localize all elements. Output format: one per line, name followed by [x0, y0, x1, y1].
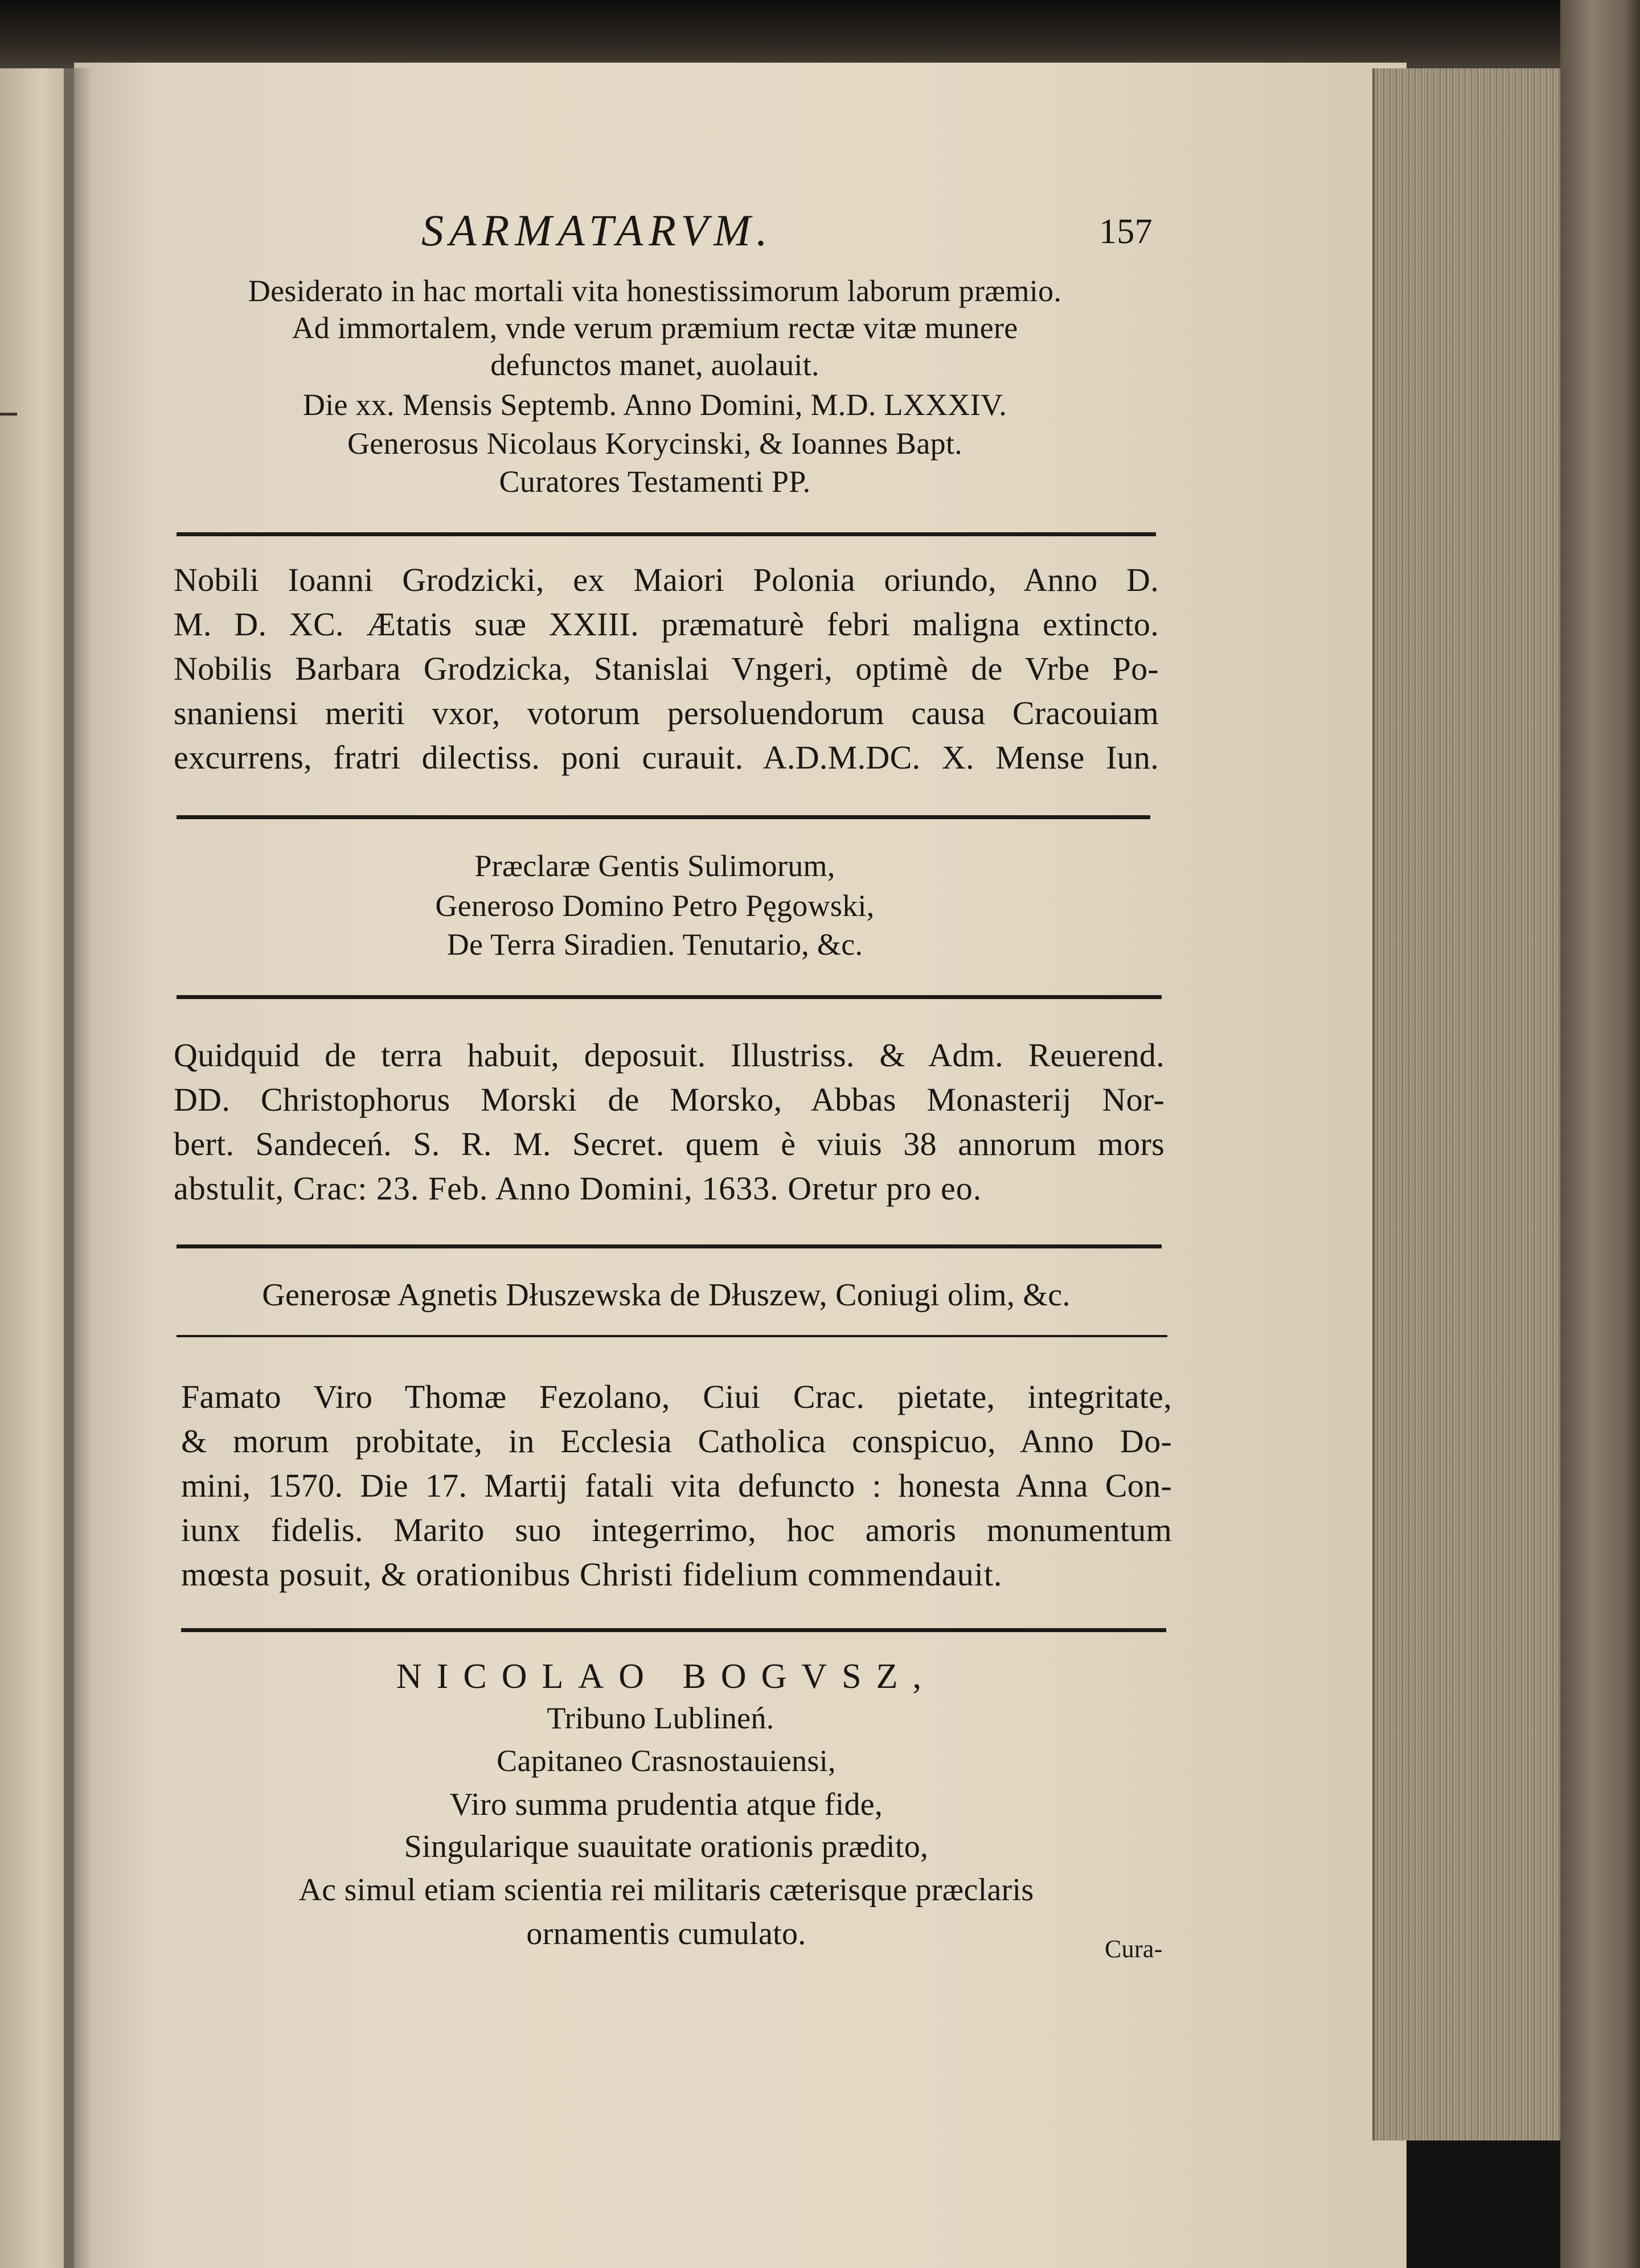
- divider-rule: [177, 815, 1150, 819]
- epitaph-line: Viro summa prudentia atque fide,: [449, 1787, 883, 1822]
- epitaph-line: snaniensi meriti vxor, votorum persoluendorum causa Cracouiam: [174, 695, 1159, 732]
- divider-rule: [177, 532, 1156, 536]
- epitaph-line: Præclaræ Gentis Sulimorum,: [474, 849, 835, 883]
- divider-rule: [177, 1244, 1162, 1248]
- divider-rule: [181, 1628, 1166, 1632]
- epitaph-line: Quidquid de terra habuit, deposuit. Illustriss. & Adm. Reuerend.: [174, 1037, 1165, 1074]
- epitaph-line: Ad immortalem, vnde verum præmium rectæ vitæ munere: [292, 311, 1018, 345]
- epitaph-line: defunctos manet, auolauit.: [490, 348, 819, 382]
- divider-rule: [177, 995, 1162, 999]
- epitaph-line: Nobilis Barbara Grodzicka, Stanislai Vngeri, optimè de Vrbe Po-: [174, 650, 1159, 687]
- epitaph-heading: NICOLAO BOGVSZ,: [396, 1657, 936, 1696]
- book-cover-edge: [1560, 0, 1640, 2268]
- epitaph-line: Ac simul etiam scientia rei militaris cæterisque præclaris: [298, 1872, 1034, 1908]
- epitaph-line: bert. Sandeceń. S. R. M. Secret. quem è viuis 38 annorum mors: [174, 1125, 1165, 1162]
- epitaph-line: DD. Christophorus Morski de Morsko, Abbas Monasterij Nor-: [174, 1081, 1165, 1118]
- epitaph-line: M. D. XC. Ætatis suæ XXIII. præmaturè febri maligna extincto.: [174, 606, 1159, 643]
- book-top-edge: [0, 0, 1640, 71]
- page-number: 157: [1099, 212, 1153, 251]
- epitaph-line: Famato Viro Thomæ Fezolano, Ciui Crac. pietate, integritate,: [181, 1378, 1172, 1415]
- epitaph-line: Die xx. Mensis Septemb. Anno Domini, M.D. LXXXIV.: [302, 388, 1007, 422]
- epitaph-line: Generoso Domino Petro Pęgowski,: [435, 889, 875, 923]
- epitaph-line: Nobili Ioanni Grodzicki, ex Maiori Polonia oriundo, Anno D.: [174, 561, 1159, 598]
- epitaph-line: Tribuno Lublineń.: [547, 1701, 774, 1735]
- epitaph-line: Singularique suauitate orationis prædito,: [404, 1829, 929, 1864]
- fore-edge-pages: [1372, 68, 1563, 2140]
- book-gutter: [64, 68, 92, 2268]
- epitaph-line: mini, 1570. Die 17. Martij fatali vita defuncto : honesta Anna Con-: [181, 1467, 1172, 1504]
- epitaph-line: abstulit, Crac: 23. Feb. Anno Domini, 1633. Oretur pro eo.: [174, 1170, 982, 1207]
- epitaph-line: & morum probitate, in Ecclesia Catholica conspicuo, Anno Do-: [181, 1423, 1172, 1460]
- epitaph-line: Curatores Testamenti PP.: [499, 465, 811, 499]
- catchword: Cura-: [1105, 1935, 1163, 1963]
- epitaph-line: ornamentis cumulato.: [526, 1916, 806, 1951]
- facing-page-edge: [0, 68, 74, 2268]
- epitaph-line: iunx fidelis. Marito suo integerrimo, hoc amoris monumentum: [181, 1511, 1172, 1548]
- epitaph-line: Capitaneo Crasnostauiensi,: [497, 1744, 836, 1778]
- divider-rule: [177, 1335, 1167, 1337]
- epitaph-line: mœsta posuit, & orationibus Christi fidelium commendauit.: [181, 1556, 1003, 1593]
- facing-page-mark: [0, 413, 17, 416]
- epitaph-dluszewska: Generosæ Agnetis Dłuszewska de Dłuszew, Coniugi olim, &c.: [262, 1277, 1071, 1313]
- epitaph-line: excurrens, fratri dilectiss. poni curauit. A.D.M.DC. X. Mense Iun.: [174, 739, 1159, 776]
- epitaph-line: Desiderato in hac mortali vita honestissimorum laborum præmio.: [248, 274, 1062, 308]
- running-title: SARMATARVM.: [421, 206, 773, 255]
- epitaph-line: De Terra Siradien. Tenutario, &c.: [446, 927, 863, 962]
- epitaph-line: Generosus Nicolaus Korycinski, & Ioannes Bapt.: [347, 426, 963, 461]
